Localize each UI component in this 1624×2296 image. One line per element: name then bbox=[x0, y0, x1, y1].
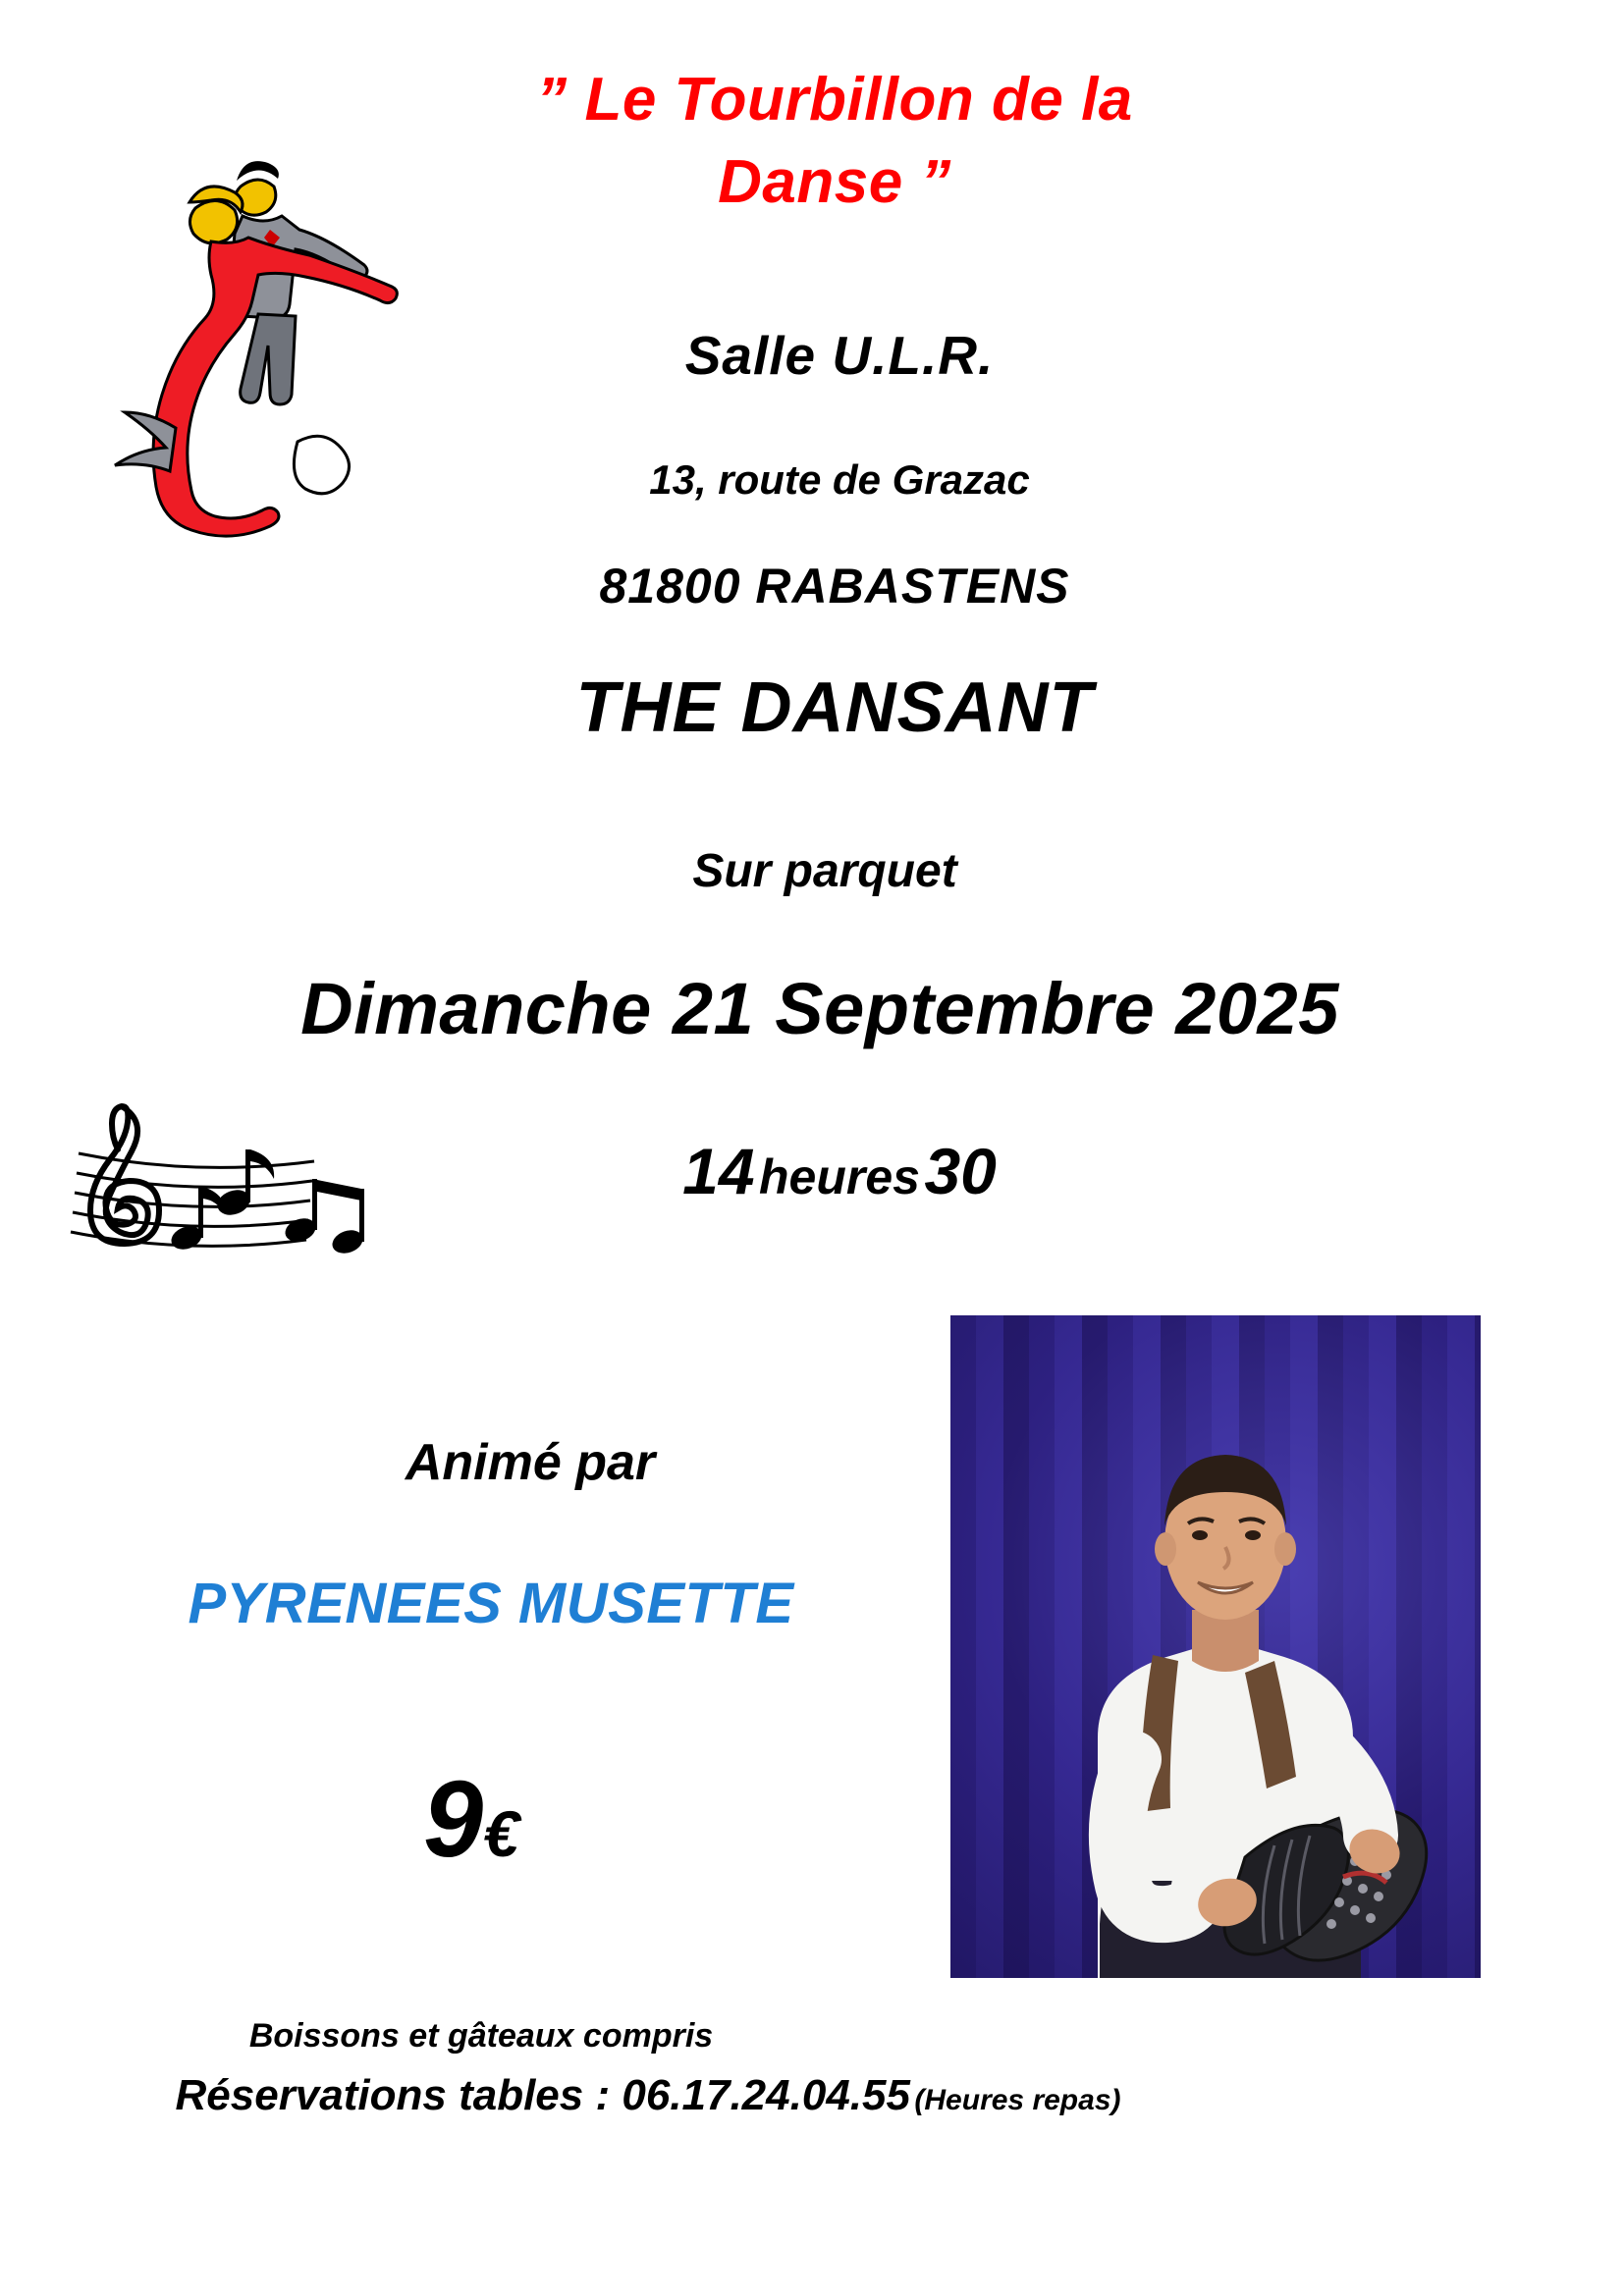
title-line-1: ” Le Tourbillon de la bbox=[536, 66, 1133, 133]
reservation-phone: Réservations tables : 06.17.24.04.55 bbox=[175, 2071, 910, 2119]
title-line-2: Danse ” bbox=[718, 147, 951, 216]
price-amount: 9 bbox=[423, 1759, 484, 1880]
event-time-minutes: 30 bbox=[924, 1135, 997, 1207]
accordionist-photo bbox=[950, 1315, 1481, 1978]
price bbox=[167, 1757, 776, 1882]
venue-address: 13, route de Grazac bbox=[649, 456, 1030, 503]
poster-title bbox=[373, 59, 1296, 223]
music-notes-icon bbox=[69, 1085, 442, 1281]
event-date: Dimanche 21 Septembre 2025 bbox=[300, 968, 1339, 1049]
event-type: THE DANSANT bbox=[575, 668, 1094, 747]
reservation-info bbox=[59, 2071, 1237, 2120]
anime-par-label: Animé par bbox=[405, 1434, 656, 1491]
floor-note: Sur parquet bbox=[692, 845, 957, 897]
reservation-hours: (Heures repas) bbox=[914, 2084, 1121, 2116]
band-name: PYRENEES MUSETTE bbox=[188, 1572, 794, 1635]
venue-city: 81800 RABASTENS bbox=[599, 559, 1070, 614]
venue-name: Salle U.L.R. bbox=[684, 325, 995, 386]
drinks-note: Boissons et gâteaux compris bbox=[248, 2017, 714, 2055]
event-time-hour: 14 bbox=[682, 1135, 755, 1207]
price-currency: € bbox=[483, 1797, 519, 1870]
event-time-word: heures bbox=[759, 1149, 920, 1204]
event-time bbox=[373, 1134, 1306, 1208]
